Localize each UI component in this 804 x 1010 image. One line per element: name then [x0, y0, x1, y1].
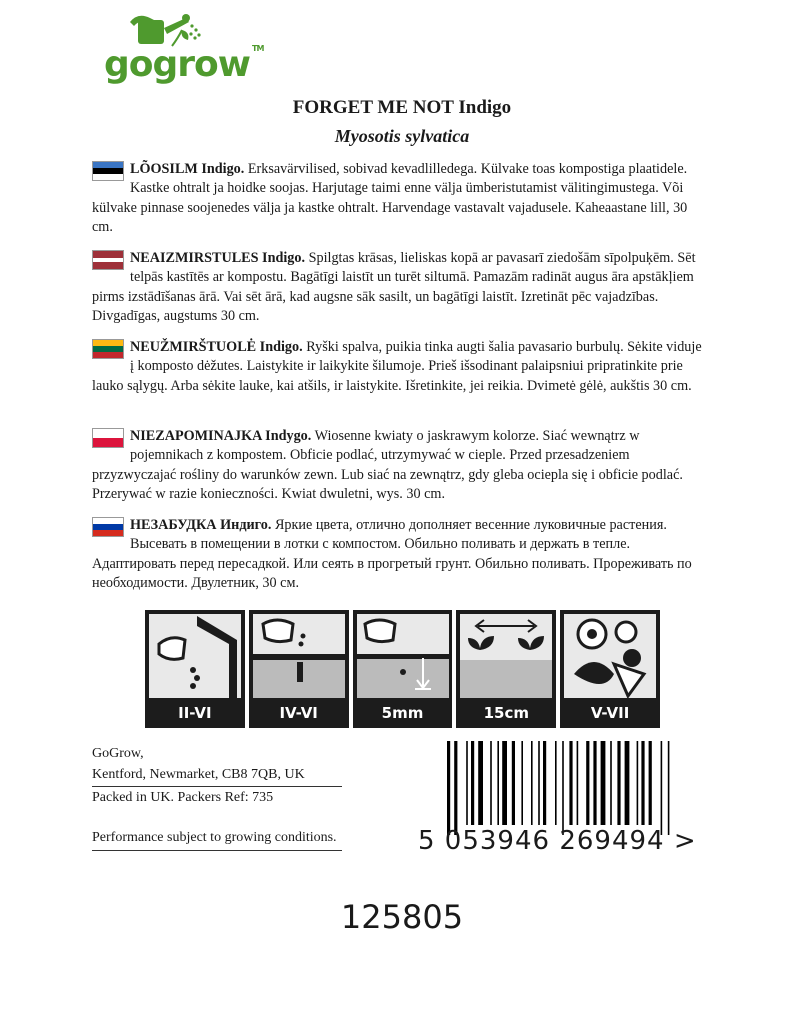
divider	[92, 786, 342, 787]
company-location: Kentford, Newmarket, CB8 7QB, UK	[92, 767, 305, 782]
divider	[92, 850, 342, 851]
product-title: FORGET ME NOT Indigo	[292, 97, 512, 118]
spacing-icon	[456, 610, 556, 728]
section-heading: NEAIZMIRSTULES Indigo.	[130, 250, 306, 266]
latvia-flag-icon	[92, 250, 124, 270]
icon-label: 5mm	[381, 704, 424, 722]
icon-label: IV-VI	[279, 704, 318, 722]
section-heading: LÕOSILM Indigo.	[130, 161, 245, 177]
disclaimer: Performance subject to growing conditions.	[92, 830, 337, 845]
section-heading: NEUŽMIRŠTUOLĖ Indigo.	[130, 339, 303, 355]
sow-indoors-icon	[145, 610, 245, 728]
russia-flag-icon	[92, 517, 124, 537]
icon-label: V-VII	[590, 704, 630, 722]
sow-outdoors-icon	[249, 610, 349, 728]
section-text: Wiosenne kwiaty o jaskrawym kolorze. Siać wewnątrz w pojemnikach z kompostem. Obficie podlać, utrzymywać w cieple. Przed przesadzeniem przyzwyczajać rośliny do warunków zewn. Lub siać na zewnątrz, gdy gleba ociepla się i obficie podlać. Przerywać w razie konieczności. Kwiat dwuletni, wys. 30 cm.	[92, 428, 683, 502]
icon-label: II-VI	[178, 704, 212, 722]
poland-flag-icon	[92, 428, 124, 448]
sowing-depth-icon	[353, 610, 453, 728]
icon-label: 15cm	[483, 704, 529, 722]
section-polish	[92, 427, 702, 504]
section-heading: НЕЗАБУДКА Индиго.	[130, 517, 272, 533]
section-lithuanian	[92, 338, 702, 396]
barcode-number: 5 053946 269494 >	[418, 826, 697, 856]
section-heading: NIEZAPOMINAJKA Indygo.	[130, 428, 312, 444]
section-text: Erksavärvilised, sobivad kevadlilledega. Külvake toas kompostiga plaatidele. Kastke ohtralt ja hoidke soojas. Harjutage taimi enne välja ümberistutamist välitingimustega. Või külvake pinnase soojenedes välja ja kastke ohtralt. Harvendage vastavalt vajadusele. Kaheaastane lill, 30 cm.	[92, 161, 688, 235]
estonia-flag-icon	[92, 161, 124, 181]
product-latin-name: Myosotis sylvatica	[334, 126, 470, 146]
flowering-icon	[560, 610, 660, 728]
barcode	[445, 741, 707, 835]
section-text: Spilgtas krāsas, lieliskas kopā ar pavasarī ziedošām sīpolpuķēm. Sēt telpās kastītēs ar kompostu. Bagātīgi laistīt un turēt siltumā. Pamazām radināt augus āra apstākļiem pirms izstādīšanas ārā. Vai sēt ārā, kad augsne sāk sasilt, un bagātīgi laistīt. Izretināt pēc vajadzības. Divgadīgas, augstums 30 cm.	[92, 250, 696, 324]
section-text: Ryški spalva, puikia tinka augti šalia pavasario burbulų. Sėkite viduje į komposto dėžutes. Laistykite ir laikykite šilumoje. Prieš išsodinant palaipsniui pripratinkite prie lauko sąlygų. Arba sėkite lauke, kai atšils, ir laistykite. Išretinkite, jei reikia. Dvimetė gėlė, aukštis 30 cm.	[92, 339, 702, 394]
section-text: Яркие цвета, отлично дополняет весенние луковичные растения. Высевать в помещении в лотки с компостом. Обильно поливать и держать в тепле. Адаптировать перед пересадкой. Или сеять в прогретый грунт. Обильно поливать. Прореживать по необходимости. Двулетник, 30 см.	[92, 517, 692, 591]
section-latvian	[92, 249, 702, 326]
packed-info: Packed in UK. Packers Ref: 735	[92, 790, 274, 805]
brand-name: gogrow ™	[104, 44, 264, 85]
section-estonian	[92, 160, 702, 237]
company-name: GoGrow,	[92, 746, 144, 761]
growing-icons	[145, 610, 660, 730]
product-code: 125805	[340, 898, 464, 936]
lithuania-flag-icon	[92, 339, 124, 359]
section-russian	[92, 516, 702, 593]
